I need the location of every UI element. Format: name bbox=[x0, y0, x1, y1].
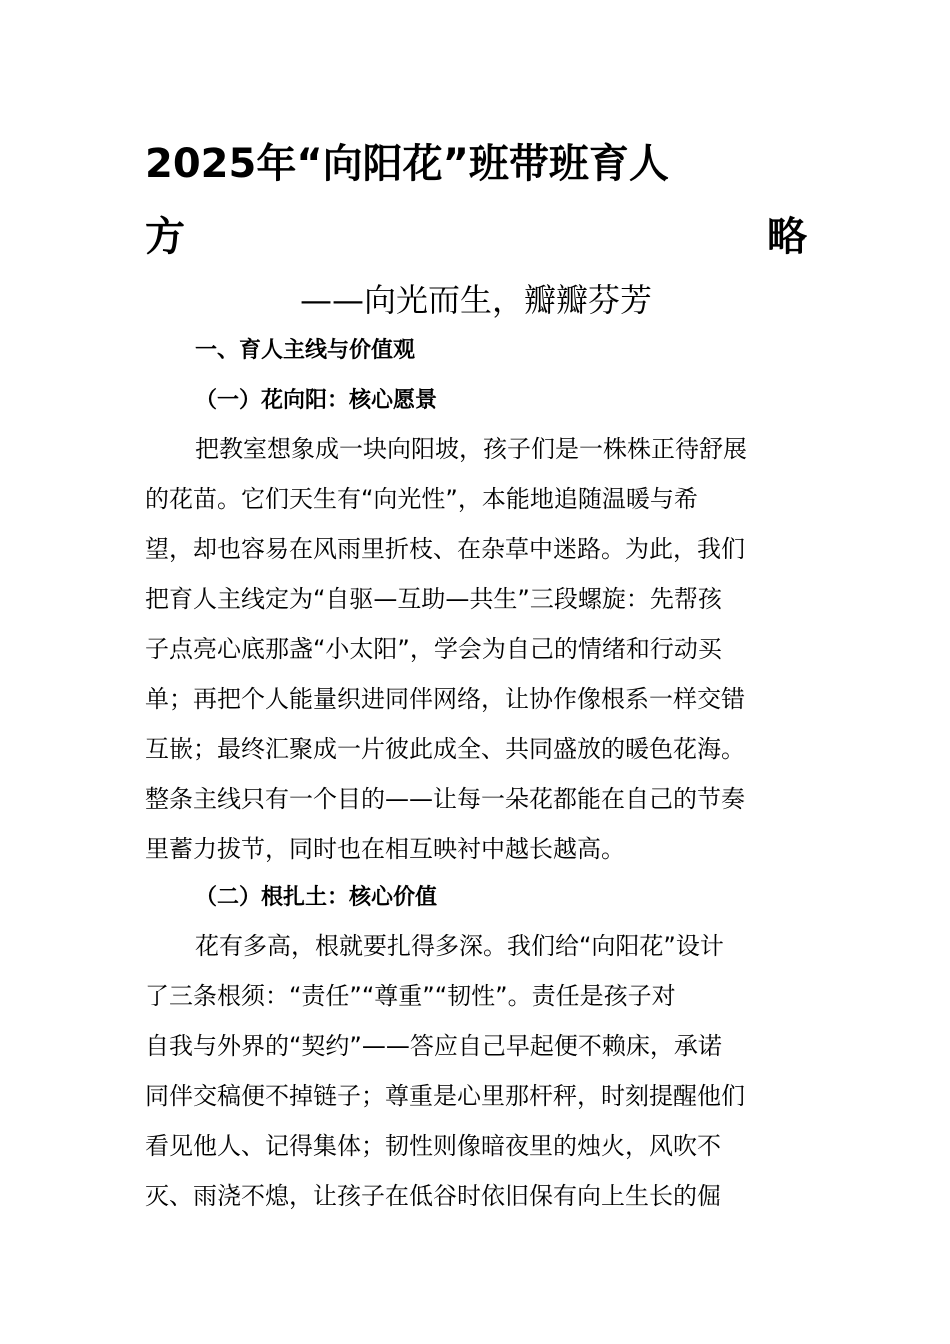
paragraph-line: 望，却也容易在风雨里折枝、在杂草中迷路。为此，我们 bbox=[145, 535, 745, 563]
paragraph-line: 把教室想象成一块向阳坡，孩子们是一株株正待舒展 bbox=[195, 435, 747, 463]
document-title-line-2 bbox=[145, 213, 807, 261]
document-title-line-2-right: 略 bbox=[767, 214, 807, 260]
section-heading: 一、育人主线与价值观 bbox=[195, 338, 416, 363]
paragraph-line: 同伴交稿便不掉链子；尊重是心里那杆秤，时刻提醒他们 bbox=[145, 1082, 745, 1110]
paragraph-line: 单；再把个人能量织进同伴网络，让协作像根系一样交错 bbox=[145, 685, 745, 713]
paragraph-line: 子点亮心底那盏“小太阳”，学会为自己的情绪和行动买 bbox=[145, 635, 722, 663]
paragraph-line: 的花苗。它们天生有“向光性”，本能地追随温暖与希 bbox=[145, 485, 698, 513]
paragraph-line: 自我与外界的“契约”——答应自己早起便不赖床，承诺 bbox=[145, 1032, 722, 1060]
paragraph-line: 看见他人、记得集体；韧性则像暗夜里的烛火，风吹不 bbox=[145, 1132, 721, 1160]
paragraph-line: 花有多高，根就要扎得多深。我们给“向阳花”设计 bbox=[195, 932, 724, 960]
paragraph-line: 互嵌；最终汇聚成一片彼此成全、共同盛放的暖色花海。 bbox=[145, 735, 745, 763]
document-title-line-2-left: 方 bbox=[145, 214, 185, 260]
subsection-heading-vision: （一）花向阳：核心愿景 bbox=[195, 388, 438, 413]
paragraph-vision bbox=[145, 431, 807, 881]
paragraph-line: 了三条根须：“责任”“尊重”“韧性”。责任是孩子对 bbox=[145, 982, 676, 1010]
document-subtitle: ——向光而生，瓣瓣芬芳 bbox=[299, 281, 652, 319]
paragraph-line: 整条主线只有一个目的——让每一朵花都能在自己的节奏 bbox=[145, 785, 745, 813]
paragraph-line: 把育人主线定为“自驱—互助—共生”三段螺旋：先帮孩 bbox=[145, 585, 722, 613]
paragraph-values bbox=[145, 928, 807, 1228]
subsection-heading-values: （二）根扎土：核心价值 bbox=[195, 885, 438, 910]
paragraph-line: 灭、雨浇不熄，让孩子在低谷时依旧保有向上生长的倔 bbox=[145, 1182, 721, 1210]
document-title-line-1: 2025年“向阳花”班带班育人 bbox=[145, 141, 669, 187]
paragraph-line: 里蓄力拔节，同时也在相互映衬中越长越高。 bbox=[145, 835, 625, 863]
